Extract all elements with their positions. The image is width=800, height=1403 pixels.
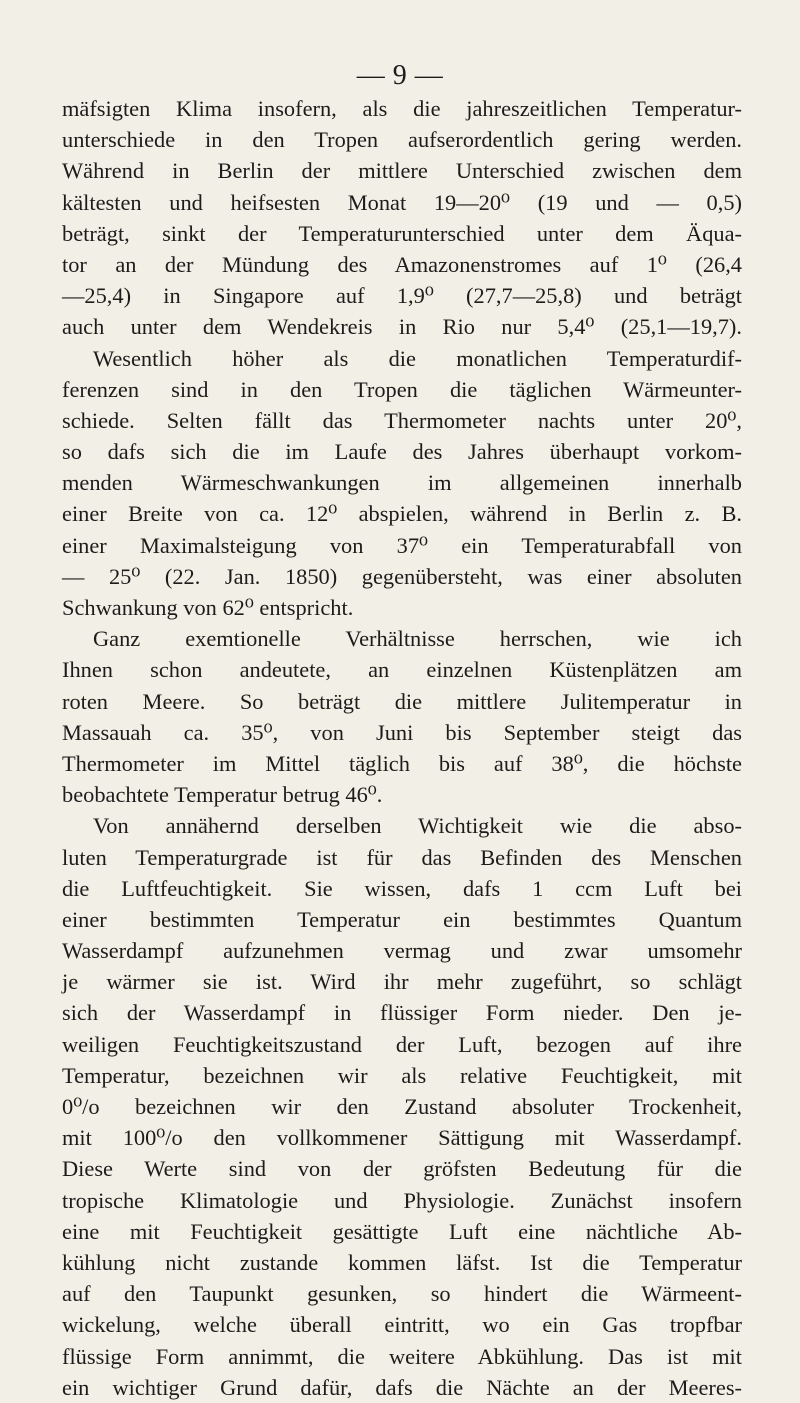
text-line: kältesten und heifsesten Monat 19—20⁰ (19 und — 0,5) <box>62 189 742 215</box>
text-line: roten Meere. So beträgt die mittlere Julitemperatur in <box>62 688 742 714</box>
text-line: schiede. Selten fällt das Thermometer nachts unter 20⁰, <box>62 407 742 433</box>
text-line: Massauah ca. 35⁰, von Juni bis September steigt das <box>62 719 742 745</box>
text-line: unterschiede in den Tropen aufserordentlich gering werden. <box>62 127 742 153</box>
text-line: flüssige Form annimmt, die weitere Abkühlung. Das ist mit <box>62 1343 742 1369</box>
text-line: Thermometer im Mittel täglich bis auf 38⁰, die höchste <box>62 750 742 776</box>
text-line: — 25⁰ (22. Jan. 1850) gegenübersteht, was einer absoluten <box>62 563 742 589</box>
text-line: Wesentlich höher als die monatlichen Temperaturdif- <box>93 345 742 371</box>
text-line: Von annähernd derselben Wichtigkeit wie die abso- <box>93 813 742 839</box>
text-line: menden Wärmeschwankungen im allgemeinen innerhalb <box>62 470 742 496</box>
text-line: Diese Werte sind von der gröfsten Bedeutung für die <box>62 1156 742 1182</box>
text-line: auch unter dem Wendekreis in Rio nur 5,4⁰ (25,1—19,7). <box>62 314 742 340</box>
text-line: sich der Wasserdampf in flüssiger Form nieder. Den je- <box>62 1000 742 1026</box>
text-line: —25,4) in Singapore auf 1,9⁰ (27,7—25,8) und beträgt <box>62 283 742 309</box>
text-line: Ganz exemtionelle Verhältnisse herrschen, wie ich <box>93 626 742 652</box>
text-line: ein wichtiger Grund dafür, dafs die Nächte an der Meeres- <box>62 1374 742 1400</box>
text-line: tropische Klimatologie und Physiologie. Zunächst insofern <box>62 1187 742 1213</box>
page-number: — 9 — <box>356 60 444 91</box>
text-line: mit 100⁰/o den vollkommener Sättigung mit Wasserdampf. <box>62 1125 742 1151</box>
text-line: luten Temperaturgrade ist für das Befinden des Menschen <box>62 844 742 870</box>
text-line: ferenzen sind in den Tropen die täglichen Wärmeunter- <box>62 376 742 402</box>
text-line: einer bestimmten Temperatur ein bestimmtes Quantum <box>62 906 742 932</box>
text-line: auf den Taupunkt gesunken, so hindert die Wärmeent- <box>62 1281 742 1307</box>
text-line: tor an der Mündung des Amazonenstromes auf 1⁰ (26,4 <box>62 251 742 277</box>
text-line: Ihnen schon andeutete, an einzelnen Küstenplätzen am <box>62 657 742 683</box>
text-line: Schwankung von 62⁰ entspricht. <box>62 595 354 620</box>
text-line: wickelung, welche überall eintritt, wo ein Gas tropfbar <box>62 1312 742 1338</box>
text-line: eine mit Feuchtigkeit gesättigte Luft eine nächtliche Ab- <box>62 1218 742 1244</box>
text-line: weiligen Feuchtigkeitszustand der Luft, bezogen auf ihre <box>62 1031 742 1057</box>
text-line: Während in Berlin der mittlere Unterschied zwischen dem <box>62 158 742 184</box>
text-line: kühlung nicht zustande kommen läfst. Ist die Temperatur <box>62 1249 742 1275</box>
text-line: je wärmer sie ist. Wird ihr mehr zugeführt, so schlägt <box>62 969 742 995</box>
text-line: beträgt, sinkt der Temperaturunterschied unter dem Äqua- <box>62 220 742 246</box>
text-line: Temperatur, bezeichnen wir als relative Feuchtigkeit, mit <box>62 1062 742 1088</box>
text-line: einer Breite von ca. 12⁰ abspielen, während in Berlin z. B. <box>62 501 742 527</box>
text-line: einer Maximalsteigung von 37⁰ ein Temperaturabfall von <box>62 532 742 558</box>
text-line: die Luftfeuchtigkeit. Sie wissen, dafs 1 ccm Luft bei <box>62 875 742 901</box>
text-line: mäfsigten Klima insofern, als die jahreszeitlichen Temperatur- <box>62 96 742 121</box>
text-line: Wasserdampf aufzunehmen vermag und zwar umsomehr <box>62 938 742 964</box>
text-line: 0⁰/o bezeichnen wir den Zustand absoluter Trockenheit, <box>62 1094 742 1119</box>
body-text <box>62 93 742 1403</box>
text-line: so dafs sich die im Laufe des Jahres überhaupt vorkom- <box>62 439 742 465</box>
text-line: beobachtete Temperatur betrug 46⁰. <box>62 782 383 808</box>
